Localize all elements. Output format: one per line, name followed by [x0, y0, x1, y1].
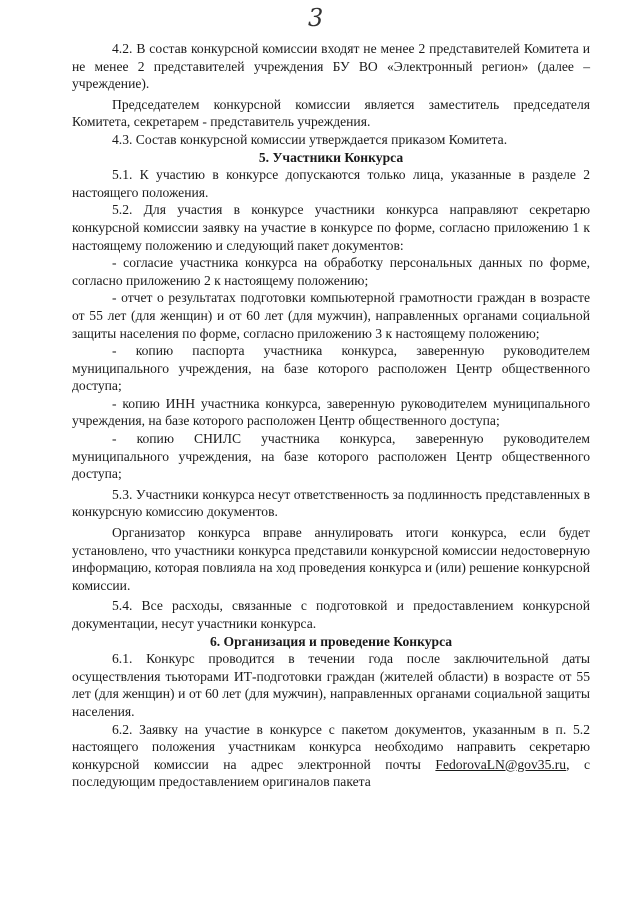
paragraph-6-1: 6.1. Конкурс проводится в течении года после заключительной даты осуществления тьюторами ИТ-подготовки граждан (жителей области) в возрасте от 55 лет (для женщин) и от 60 лет (для мужчин), направленных органами социальной защиты населения.	[72, 651, 590, 719]
list-item-report: - отчет о результатах подготовки компьютерной грамотности граждан в возрасте от 55 лет (для женщин) и от 60 лет (для мужчин), направленных органами социальной защиты населения по форме, согласно приложению 3 к настоящему положению;	[72, 290, 590, 341]
paragraph-5-3: 5.3. Участники конкурса несут ответственность за подлинность представленных в конкурсную комиссию документов.	[72, 486, 590, 520]
paragraph-organizer: Организатор конкурса вправе аннулировать итоги конкурса, если будет установлено, что участники конкурса представили конкурсной комиссии недостоверную информацию, которая повлияла на ход проведения конкурса и (или) решение конкурсной комиссии.	[72, 525, 590, 593]
paragraph-4-2: 4.2. В состав конкурсной комиссии входят не менее 2 представителей Комитета и не менее 2 представителей учреждения БУ ВО «Электронный регион» (далее – учреждение).	[72, 41, 590, 92]
paragraph-5-4: 5.4. Все расходы, связанные с подготовкой и предоставлением конкурсной документации, несут участники конкурса.	[72, 598, 590, 631]
list-item-inn: - копию ИНН участника конкурса, заверенную руководителем муниципального учреждения, на базе которого расположен Центр общественного доступа;	[72, 395, 590, 429]
list-item-consent: - согласие участника конкурса на обработку персональных данных по форме, согласно приложению 2 к настоящему положению;	[72, 255, 590, 288]
paragraph-6-2	[72, 721, 590, 791]
paragraph-6-2-continuation: , с последующим предоставлением оригиналов пакета	[72, 756, 590, 790]
paragraph-6-2-text: 6.2. Заявку на участие в конкурсе с пакетом документов, указанным в п. 5.2 настоящего положения участникам конкурса необходимо направить секретарю конкурсной комиссии на адрес электронной почты	[72, 721, 590, 772]
paragraph-5-2: 5.2. Для участия в конкурсе участники конкурса направляют секретарю конкурсной комиссии заявку на участие в конкурсе по форме, согласно приложению 1 к настоящему положению и следующий пакет документов:	[72, 202, 590, 253]
list-item-passport: - копию паспорта участника конкурса, заверенную руководителем муниципального учреждения, на базе которого расположен Центр общественного доступа;	[72, 343, 590, 394]
paragraph-4-3: 4.3. Состав конкурсной комиссии утверждается приказом Комитета.	[112, 131, 508, 147]
paragraph-chairman: Председателем конкурсной комиссии является заместитель председателя Комитета, секретарем - представитель учреждения.	[72, 96, 590, 130]
section-5-heading: 5. Участники Конкурса	[258, 149, 404, 165]
page-number: 3	[308, 4, 324, 32]
document-body	[72, 40, 590, 791]
email-link[interactable]: FedorovaLN@gov35.ru	[435, 756, 567, 772]
paragraph-5-1: 5.1. К участию в конкурсе допускаются только лица, указанные в разделе 2 настоящего положения.	[72, 167, 590, 200]
section-6-heading: 6. Организация и проведение Конкурса	[209, 633, 453, 649]
list-item-snils: - копию СНИЛС участника конкурса, заверенную руководителем муниципального учреждения, на базе которого расположен Центр общественного доступа;	[72, 431, 590, 482]
